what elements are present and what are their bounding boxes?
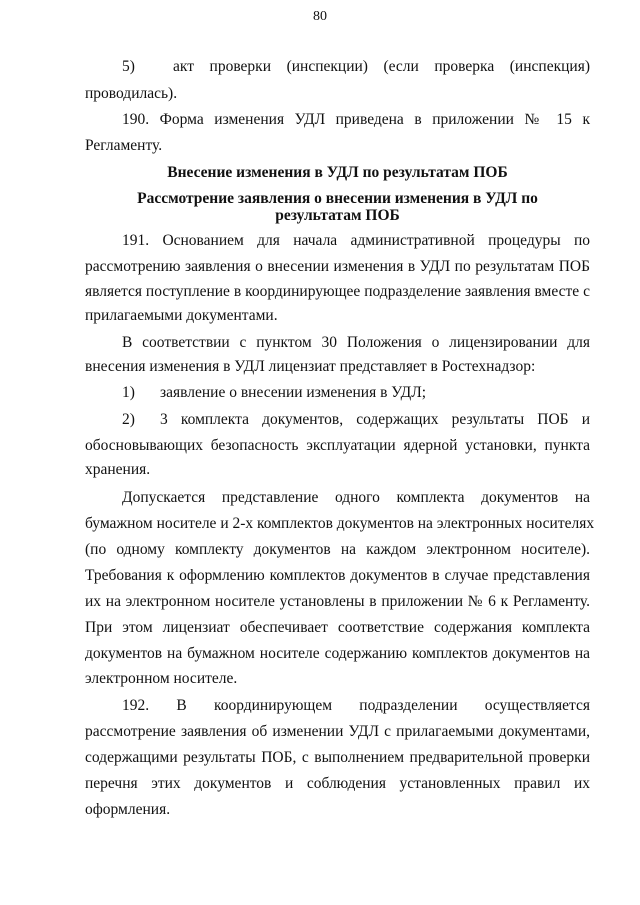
item-5-line-2: проводилась). — [85, 85, 178, 102]
item-5-line-1: акт проверки (инспекции) (если проверка (инспекция) — [173, 58, 590, 75]
paragraph-allowed-line-6: При этом лицензиат обеспечивает соответствие содержания комплекта — [85, 619, 590, 636]
subsection-heading-line-1: Рассмотрение заявления о внесении изменения в УДЛ по — [137, 190, 538, 207]
subsection-heading-line-2: результатам ПОБ — [275, 207, 400, 224]
list-item-2-line-3: хранения. — [85, 461, 151, 478]
paragraph-allowed-line-7: документов на бумажном носителе содержанию комплектов документов на — [85, 645, 590, 662]
paragraph-192-line-3: содержащими результаты ПОБ, с выполнением предварительной проверки — [85, 749, 590, 766]
paragraph-191-line-4: прилагаемыми документами. — [85, 307, 278, 324]
list-item-2-line-1: 3 комплекта документов, содержащих результаты ПОБ и — [160, 411, 590, 428]
list-item-2-number: 2) — [122, 411, 135, 428]
paragraph-191-line-2: рассмотрению заявления о внесении изменения в УДЛ по результатам ПОБ — [85, 258, 590, 275]
list-item-2-line-2: обосновывающих безопасность эксплуатации ядерной установки, пункта — [85, 437, 590, 454]
paragraph-191-line-3: является поступление в координирующее подразделение заявления вместе с — [85, 283, 590, 300]
paragraph-allowed-line-4: Требования к оформлению комплектов документов в случае представления — [85, 567, 590, 584]
paragraph-licensing-line-2: внесения изменения в УДЛ лицензиат представляет в Ростехнадзор: — [85, 358, 536, 375]
section-heading: Внесение изменения в УДЛ по результатам ПОБ — [167, 164, 508, 181]
list-item-1-number: 1) — [122, 384, 135, 401]
paragraph-licensing-line-1: В соответствии с пунктом 30 Положения о лицензировании для — [122, 334, 590, 351]
paragraph-190-line-2: Регламенту. — [85, 137, 163, 154]
paragraph-192-line-4: перечня этих документов и соблюдения установленных правил их — [85, 775, 590, 792]
paragraph-192-line-2: рассмотрение заявления об изменении УДЛ с прилагаемыми документами, — [85, 723, 590, 740]
paragraph-190-line-1: 190. Форма изменения УДЛ приведена в приложении № 15 к — [122, 111, 590, 128]
item-5-number: 5) — [122, 58, 135, 75]
paragraph-allowed-line-2: бумажном носителе и 2-х комплектов документов на электронных носителях — [85, 515, 595, 532]
page-number: 80 — [313, 9, 327, 24]
paragraph-192-line-5: оформления. — [85, 801, 171, 818]
list-item-1-text: заявление о внесении изменения в УДЛ; — [160, 384, 427, 401]
paragraph-192-line-1: 192. В координирующем подразделении осуществляется — [122, 697, 590, 714]
paragraph-191-line-1: 191. Основанием для начала административной процедуры по — [122, 232, 590, 249]
paragraph-allowed-line-1: Допускается представление одного комплекта документов на — [122, 489, 590, 506]
paragraph-allowed-line-3: (по одному комплекту документов на каждом электронном носителе). — [85, 541, 590, 558]
paragraph-allowed-line-5: их на электронном носителе установлены в приложении № 6 к Регламенту. — [85, 593, 590, 610]
paragraph-allowed-line-8: электронном носителе. — [85, 670, 238, 687]
